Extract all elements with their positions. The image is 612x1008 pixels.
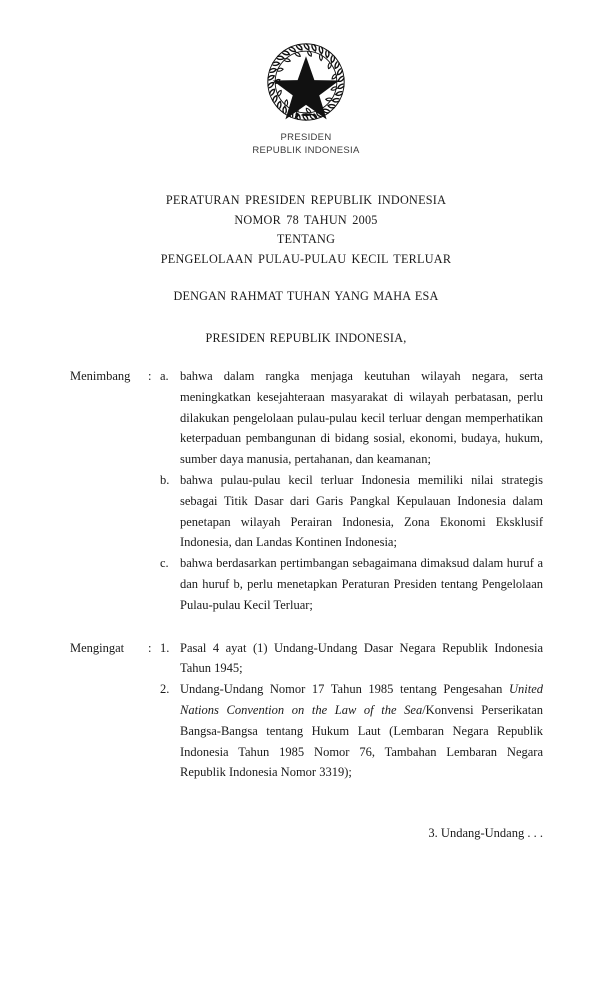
- page-catchword: 3. Undang-Undang . . .: [428, 826, 543, 840]
- considerations-label: Menimbang: [70, 369, 131, 383]
- institution-block: [0, 329, 612, 349]
- consideration-item-a: [70, 366, 543, 470]
- about-keyword: TENTANG: [276, 232, 336, 246]
- emblem-caption-line-2: REPUBLIK INDONESIA: [252, 144, 360, 156]
- considerations-colon: :: [148, 369, 152, 383]
- item-text: [180, 679, 543, 783]
- item-marker: 1.: [160, 640, 170, 655]
- blessing-block: [0, 287, 612, 307]
- item-marker: c.: [160, 556, 169, 571]
- star-wreath-seal-icon: [260, 36, 352, 128]
- document-title-block: [0, 191, 612, 269]
- item-text: bahwa berdasarkan pertimbangan sebagaimana dimaksud dalam huruf a dan huruf b, perlu menetapkan Peraturan Presiden tentang Pengelolaan Pulau-pulau Kecil Terluar;: [180, 556, 543, 612]
- institution-line: PRESIDEN REPUBLIK INDONESIA,: [205, 331, 407, 345]
- item-marker: 2.: [160, 682, 170, 697]
- legal-basis-label: Mengingat: [70, 640, 125, 655]
- emblem-caption-line-1: PRESIDEN: [280, 132, 332, 143]
- emblem-caption: [0, 132, 612, 157]
- regulation-subject: PENGELOLAAN PULAU-PULAU KECIL TERLUAR: [160, 251, 452, 266]
- item-marker: a.: [160, 369, 169, 383]
- item-text-part-2: /Konvensi Perserikatan Bangsa-Bangsa tentang Hukum Laut (Lembaran Negara Republik Indonesia Tahun 1985 Nomor 76, Tambahan Lembaran Negara Republik Indonesia Nomor 3319);: [180, 702, 543, 780]
- page-title: PERATURAN PRESIDEN REPUBLIK INDONESIA: [165, 193, 447, 207]
- consideration-item-b: [70, 470, 543, 553]
- consideration-item-c: [70, 553, 543, 615]
- presidential-emblem-block: [0, 36, 612, 157]
- item-marker: b.: [160, 472, 170, 487]
- legal-basis-colon: :: [148, 640, 152, 655]
- blessing-line: DENGAN RAHMAT TUHAN YANG MAHA ESA: [173, 289, 439, 303]
- legal-basis-item-1: [70, 638, 543, 680]
- item-text: Pasal 4 ayat (1) Undang-Undang Dasar Negara Republik Indonesia Tahun 1945;: [180, 640, 543, 676]
- item-text: bahwa dalam rangka menjaga keutuhan wilayah negara, serta meningkatkan kesejahteraan masyarakat di wilayah perbatasan, perlu dilakukan pengelolaan pulau-pulau kecil terluar dengan memperhatikan keterpaduan pembangunan di bidang sosial, ekonomi, budaya, hukum, sumber daya manusia, pertahanan, dan keamanan;: [180, 369, 543, 467]
- legal-basis-item-2: [70, 679, 543, 783]
- item-text: bahwa pulau-pulau kecil terluar Indonesia memiliki nilai strategis sebagai Titik Dasar dari Garis Pangkal Kepulauan Indonesia dalam penetapan wilayah Perairan Indonesia, Zona Ekonomi Eksklusif Indonesia, dan Landas Kontinen Indonesia;: [180, 472, 543, 550]
- item-text-italic-convention-title: United Nations Convention on the Law of the Sea: [180, 682, 543, 717]
- regulation-number: NOMOR 78 TAHUN 2005: [234, 212, 378, 227]
- document-body: [70, 366, 543, 783]
- item-text-part-1: Undang-Undang Nomor 17 Tahun 1985 tentang Pengesahan: [180, 682, 509, 697]
